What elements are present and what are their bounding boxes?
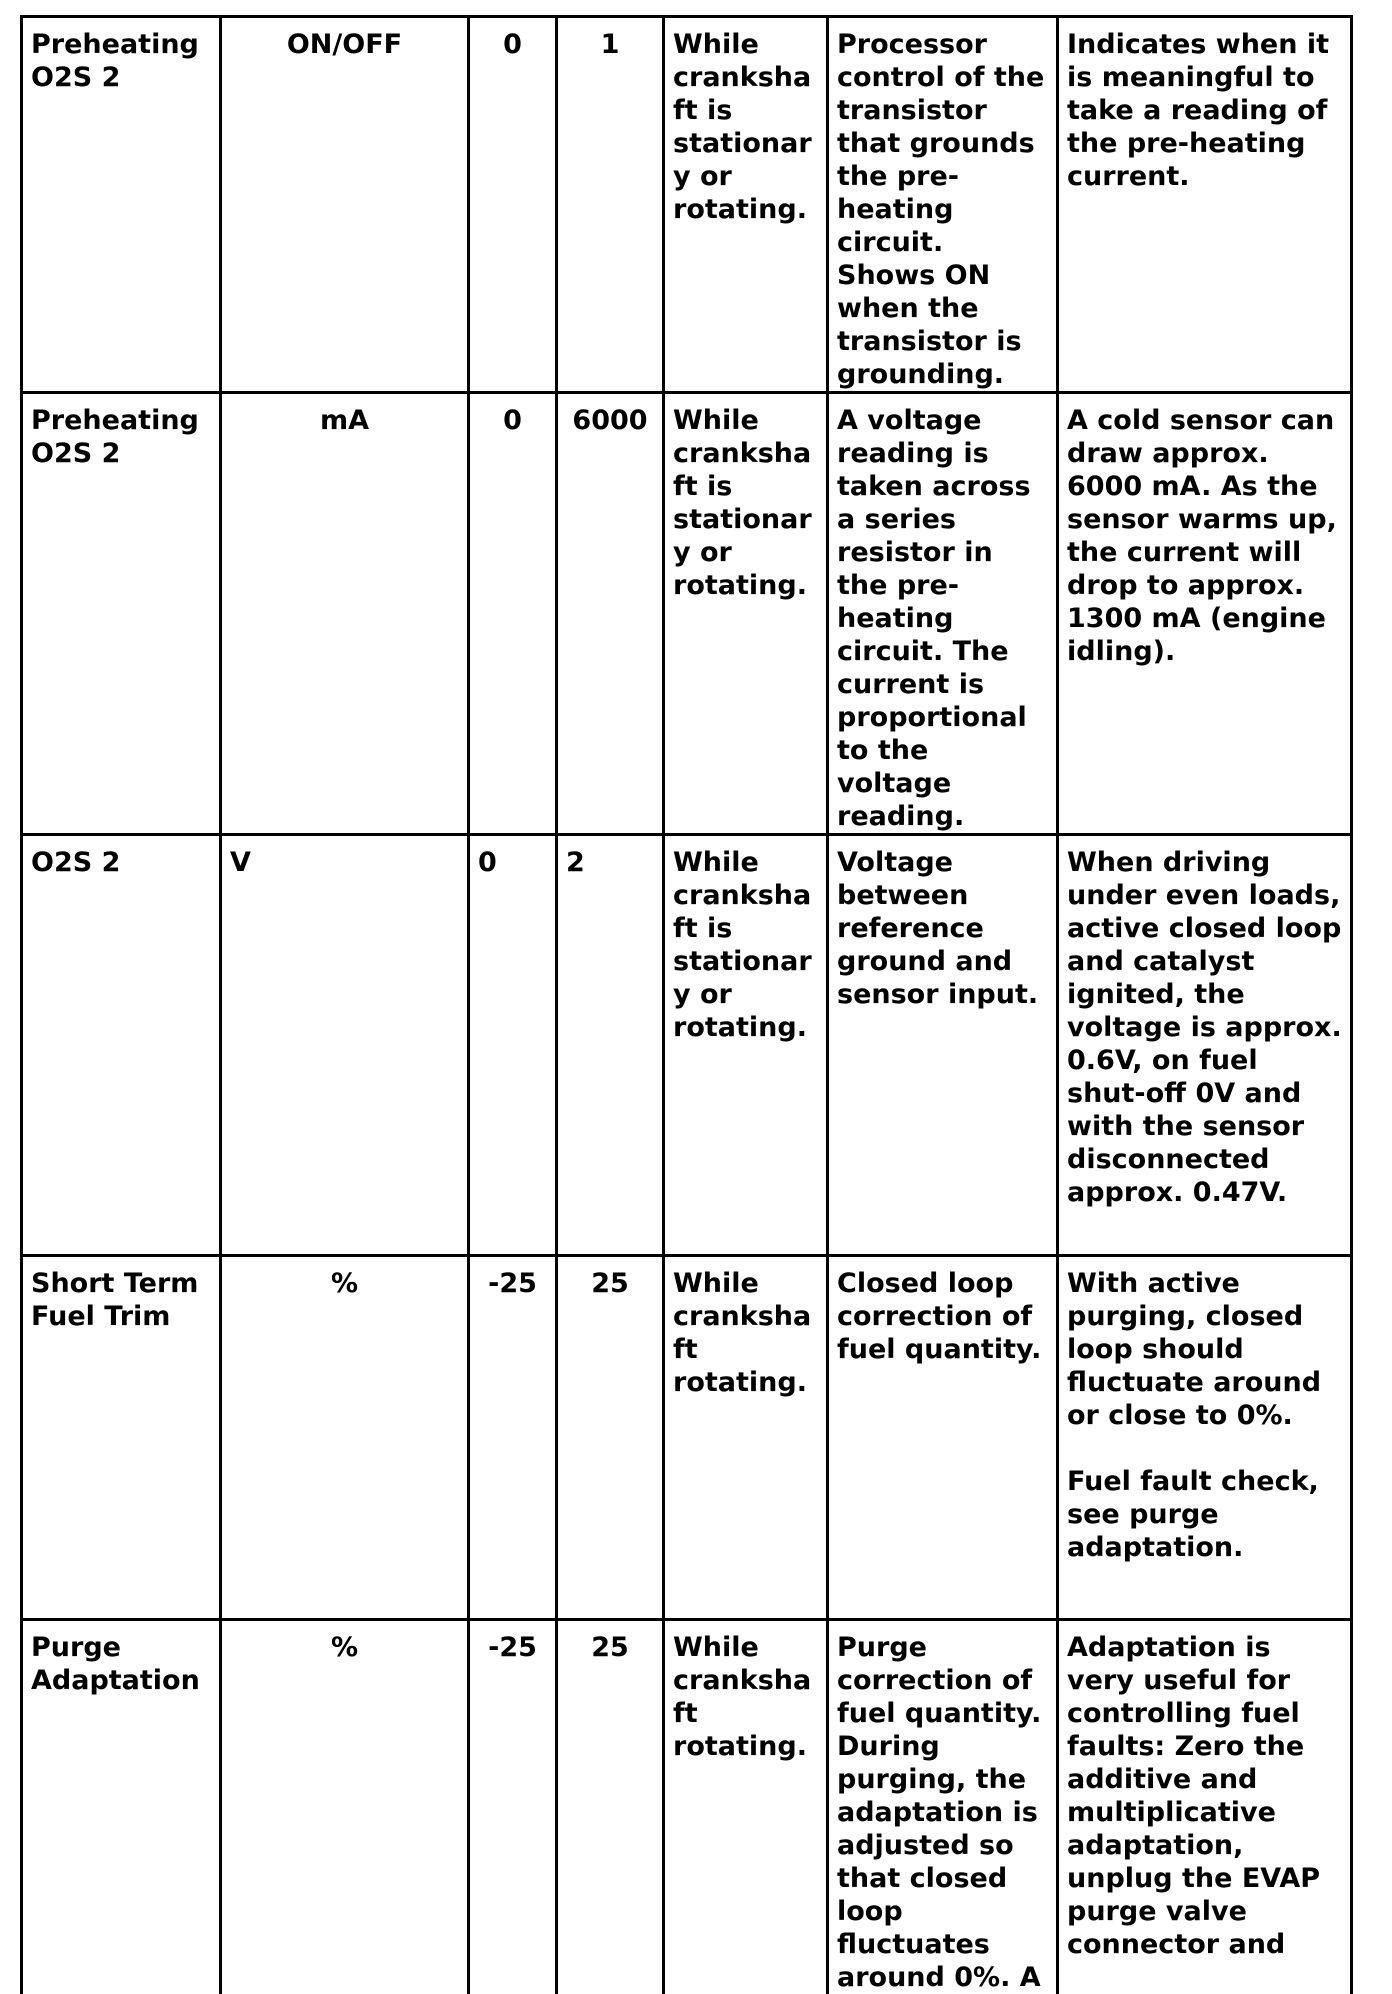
unit-cell: V	[221, 835, 469, 1256]
description-cell: Closed loop correction of fuel quantity.	[828, 1256, 1058, 1620]
min-value-cell: 0	[469, 835, 557, 1256]
max-value-cell: 2	[557, 835, 664, 1256]
description-cell: A voltage reading is taken across a series resistor in the pre-heating circuit. The current is proportional to the voltage reading.	[828, 393, 1058, 835]
min-value-cell: -25	[469, 1620, 557, 1994]
parameter-name-cell: Preheating O2S 2	[22, 17, 221, 393]
condition-cell: While crankshaft is stationary or rotating.	[664, 393, 828, 835]
min-value-cell: 0	[469, 393, 557, 835]
unit-cell: ON/OFF	[221, 17, 469, 393]
condition-cell: While crankshaft rotating.	[664, 1620, 828, 1994]
max-value-cell: 6000	[557, 393, 664, 835]
max-value-cell: 25	[557, 1620, 664, 1994]
description-cell: Processor control of the transistor that grounds the pre-heating circuit. Shows ON when the transistor is grounding.	[828, 17, 1058, 393]
table-row	[22, 1256, 1352, 1620]
parameter-name-cell: Purge Adaptation	[22, 1620, 221, 1994]
min-value-cell: -25	[469, 1256, 557, 1620]
unit-cell: mA	[221, 393, 469, 835]
parameter-name-cell: Preheating O2S 2	[22, 393, 221, 835]
notes-cell: With active purging, closed loop should fluctuate around or close to 0%. Fuel fault check, see purge adaptation.	[1058, 1256, 1352, 1620]
table-row	[22, 1620, 1352, 1994]
max-value-cell: 25	[557, 1256, 664, 1620]
condition-cell: While crankshaft rotating.	[664, 1256, 828, 1620]
table-row	[22, 393, 1352, 835]
notes-cell: Indicates when it is meaningful to take a reading of the pre-heating current.	[1058, 17, 1352, 393]
description-cell: Voltage between reference ground and sensor input.	[828, 835, 1058, 1256]
notes-cell: When driving under even loads, active closed loop and catalyst ignited, the voltage is approx. 0.6V, on fuel shut-off 0V and with the sensor disconnected approx. 0.47V.	[1058, 835, 1352, 1256]
table-row	[22, 17, 1352, 393]
condition-cell: While crankshaft is stationary or rotating.	[664, 835, 828, 1256]
parameter-table	[20, 15, 1353, 1994]
parameter-name-cell: Short Term Fuel Trim	[22, 1256, 221, 1620]
max-value-cell: 1	[557, 17, 664, 393]
min-value-cell: 0	[469, 17, 557, 393]
description-cell: Purge correction of fuel quantity. During purging, the adaptation is adjusted so that closed loop fluctuates around 0%. A	[828, 1620, 1058, 1994]
table-row	[22, 835, 1352, 1256]
notes-cell: A cold sensor can draw approx. 6000 mA. As the sensor warms up, the current will drop to approx. 1300 mA (engine idling).	[1058, 393, 1352, 835]
parameter-name-cell: O2S 2	[22, 835, 221, 1256]
unit-cell: %	[221, 1256, 469, 1620]
unit-cell: %	[221, 1620, 469, 1994]
condition-cell: While crankshaft is stationary or rotating.	[664, 17, 828, 393]
notes-cell: Adaptation is very useful for controlling fuel faults: Zero the additive and multiplicative adaptation, unplug the EVAP purge valve connector and	[1058, 1620, 1352, 1994]
